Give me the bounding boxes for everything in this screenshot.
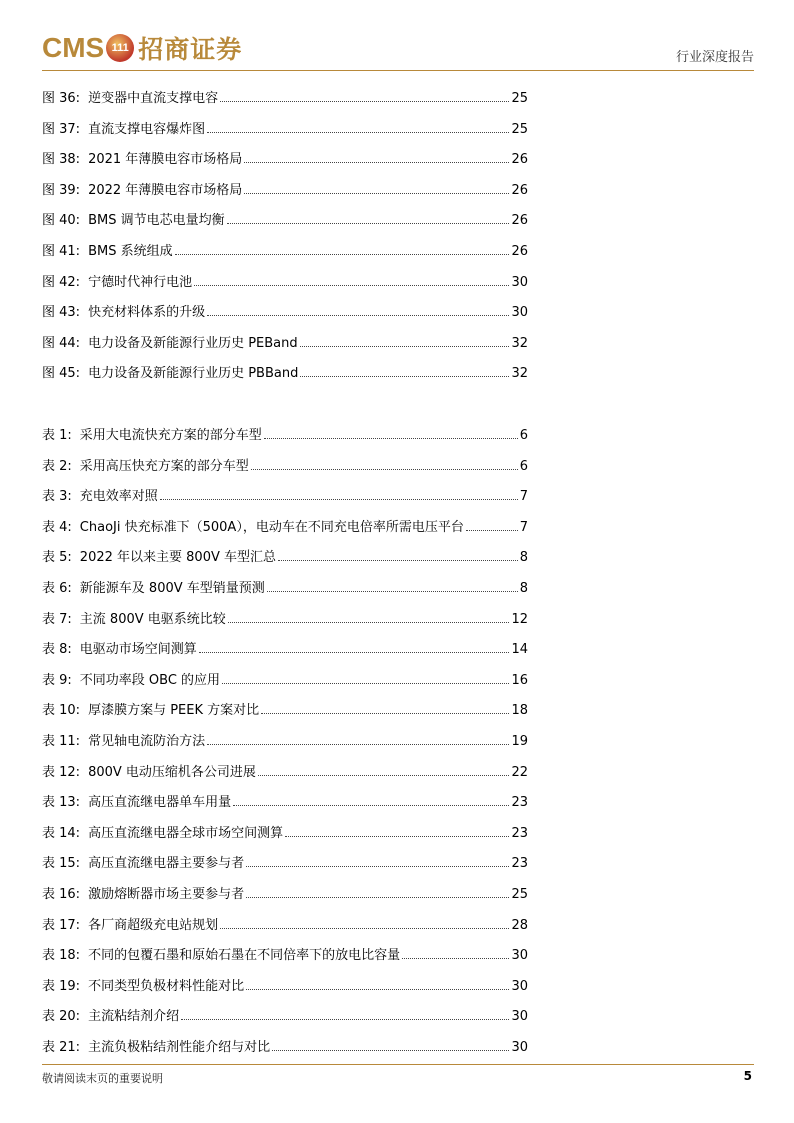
entry-page: 30 bbox=[511, 1040, 528, 1055]
entry-page: 8 bbox=[519, 581, 528, 596]
entry-page: 7 bbox=[519, 489, 528, 505]
dot-leader bbox=[194, 285, 509, 286]
dot-leader bbox=[272, 1050, 509, 1051]
entry-page: 22 bbox=[511, 764, 528, 780]
entry-title: 逆变器中直流支撑电容 bbox=[88, 91, 219, 106]
entry-page: 25 bbox=[511, 91, 528, 106]
entry-page: 30 bbox=[511, 1009, 528, 1025]
table-entry[interactable] bbox=[42, 1033, 528, 1055]
footer-divider bbox=[42, 1064, 754, 1065]
entry-page: 30 bbox=[511, 978, 528, 994]
entry-page: 30 bbox=[511, 274, 528, 290]
table-entry[interactable] bbox=[42, 758, 528, 780]
table-entry[interactable] bbox=[42, 635, 528, 657]
table-entry[interactable] bbox=[42, 911, 528, 933]
entry-page: 6 bbox=[519, 428, 528, 443]
table-entry[interactable] bbox=[42, 788, 528, 810]
dot-leader bbox=[207, 744, 509, 745]
entry-title: 直流支撑电容爆炸图 bbox=[88, 121, 206, 137]
entry-title: 充电效率对照 bbox=[79, 489, 158, 505]
entry-page: 12 bbox=[511, 611, 528, 627]
figure-entry[interactable] bbox=[42, 84, 528, 106]
dot-leader bbox=[228, 622, 510, 623]
entry-number: 表 4: bbox=[42, 519, 72, 535]
entry-page: 14 bbox=[511, 642, 528, 658]
dot-leader bbox=[285, 836, 509, 837]
entry-page: 23 bbox=[511, 795, 528, 811]
entry-page: 26 bbox=[511, 182, 528, 198]
dot-leader bbox=[207, 315, 509, 316]
table-entry[interactable] bbox=[42, 819, 528, 841]
entry-title: 2022 年薄膜电容市场格局 bbox=[88, 182, 243, 198]
entry-page: 6 bbox=[519, 458, 528, 474]
entry-page: 25 bbox=[511, 121, 528, 137]
entry-title: 激励熔断器市场主要参与者 bbox=[88, 887, 245, 902]
entry-title: 电力设备及新能源行业历史 PBBand bbox=[88, 366, 299, 382]
figure-entry[interactable] bbox=[42, 176, 528, 198]
dot-leader bbox=[160, 499, 518, 500]
entry-number: 图 44: bbox=[42, 335, 81, 351]
dot-leader bbox=[300, 346, 510, 347]
entry-title: BMS 调节电芯电量均衡 bbox=[88, 213, 225, 229]
entry-number: 图 39: bbox=[42, 182, 81, 198]
logo-latin: CMS bbox=[42, 32, 105, 63]
table-entry[interactable] bbox=[42, 941, 528, 963]
entry-page: 18 bbox=[511, 703, 528, 719]
entry-title: 800V 电动压缩机各公司进展 bbox=[88, 764, 256, 780]
entry-page: 26 bbox=[511, 244, 528, 259]
entry-title: 主流粘结剂介绍 bbox=[88, 1009, 180, 1025]
entry-page: 32 bbox=[511, 335, 528, 351]
entry-number: 图 45: bbox=[42, 366, 81, 382]
entry-number: 表 13: bbox=[42, 795, 81, 811]
entry-number: 图 43: bbox=[42, 305, 81, 321]
entry-title: 采用大电流快充方案的部分车型 bbox=[79, 428, 262, 443]
cms-logo bbox=[42, 28, 242, 68]
entry-number: 图 37: bbox=[42, 121, 81, 137]
table-entry[interactable] bbox=[42, 574, 528, 596]
entry-page: 25 bbox=[511, 887, 528, 902]
entry-number: 表 19: bbox=[42, 978, 81, 994]
dot-leader bbox=[227, 223, 510, 224]
logo-chinese: 招商证券 bbox=[138, 35, 243, 64]
entry-page: 8 bbox=[519, 550, 528, 566]
table-entry[interactable] bbox=[42, 849, 528, 871]
footer-notice: 敬请阅读末页的重要说明 bbox=[42, 1072, 163, 1085]
entry-title: 宁德时代神行电池 bbox=[88, 274, 193, 290]
entry-number: 表 11: bbox=[42, 734, 81, 749]
dot-leader bbox=[207, 132, 509, 133]
report-type: 行业深度报告 bbox=[675, 50, 754, 65]
entry-title: 高压直流继电器全球市场空间测算 bbox=[88, 825, 284, 841]
table-entry[interactable] bbox=[42, 605, 528, 627]
table-entry[interactable] bbox=[42, 513, 528, 535]
entry-number: 表 6: bbox=[42, 581, 72, 596]
dot-leader bbox=[261, 713, 509, 714]
entry-page: 16 bbox=[511, 672, 528, 688]
entry-number: 表 7: bbox=[42, 611, 72, 627]
dot-leader bbox=[244, 193, 509, 194]
entry-number: 表 10: bbox=[42, 703, 81, 719]
entry-page: 30 bbox=[511, 948, 528, 964]
dot-leader bbox=[199, 652, 510, 653]
entry-title: 快充材料体系的升级 bbox=[88, 305, 206, 321]
entry-number: 表 21: bbox=[42, 1040, 81, 1055]
entry-number: 表 17: bbox=[42, 917, 81, 933]
entry-number: 表 5: bbox=[42, 550, 72, 566]
entry-number: 图 41: bbox=[42, 244, 81, 259]
entry-title: 不同的包覆石墨和原始石墨在不同倍率下的放电比容量 bbox=[88, 948, 401, 964]
dot-leader bbox=[220, 101, 509, 102]
header-divider bbox=[42, 70, 754, 71]
dot-leader bbox=[264, 438, 518, 439]
table-entry[interactable] bbox=[42, 880, 528, 902]
table-entry[interactable] bbox=[42, 482, 528, 504]
entry-title: 主流 800V 电驱系统比较 bbox=[79, 611, 226, 627]
figure-entry[interactable] bbox=[42, 268, 528, 290]
figure-entry[interactable] bbox=[42, 115, 528, 137]
figure-entry[interactable] bbox=[42, 237, 528, 259]
entry-title: 电力设备及新能源行业历史 PEBand bbox=[88, 335, 298, 351]
entry-number: 图 36: bbox=[42, 91, 81, 106]
entry-number: 表 16: bbox=[42, 887, 81, 902]
figure-entry[interactable] bbox=[42, 329, 528, 351]
entry-title: 常见轴电流防治方法 bbox=[88, 734, 206, 749]
figure-entry[interactable] bbox=[42, 298, 528, 320]
entry-title: 高压直流继电器单车用量 bbox=[88, 795, 232, 811]
entry-title: 采用高压快充方案的部分车型 bbox=[79, 458, 249, 474]
entry-number: 表 3: bbox=[42, 489, 72, 505]
entry-number: 表 20: bbox=[42, 1009, 81, 1025]
entry-number: 表 12: bbox=[42, 764, 81, 780]
page-header bbox=[42, 28, 754, 72]
entry-number: 表 8: bbox=[42, 642, 72, 658]
dot-leader bbox=[175, 254, 510, 255]
dot-leader bbox=[246, 989, 509, 990]
dot-leader bbox=[251, 469, 518, 470]
dot-leader bbox=[222, 683, 509, 684]
table-entry[interactable] bbox=[42, 666, 528, 688]
entry-title: 新能源车及 800V 车型销量预测 bbox=[79, 581, 265, 596]
dot-leader bbox=[246, 866, 509, 867]
table-entry[interactable] bbox=[42, 696, 528, 718]
dot-leader bbox=[402, 958, 509, 959]
entry-number: 表 2: bbox=[42, 458, 72, 474]
entry-title: 电驱动市场空间测算 bbox=[79, 642, 197, 658]
entry-page: 32 bbox=[511, 366, 528, 382]
dot-leader bbox=[258, 775, 510, 776]
entry-page: 28 bbox=[511, 917, 528, 933]
entry-title: 不同类型负极材料性能对比 bbox=[88, 978, 245, 994]
entry-number: 表 15: bbox=[42, 856, 81, 872]
entry-page: 7 bbox=[519, 519, 528, 535]
entry-page: 26 bbox=[511, 152, 528, 168]
dot-leader bbox=[244, 162, 509, 163]
entry-page: 23 bbox=[511, 825, 528, 841]
entry-number: 图 38: bbox=[42, 152, 81, 168]
entry-title: 高压直流继电器主要参与者 bbox=[88, 856, 245, 872]
dot-leader bbox=[466, 530, 518, 531]
dot-leader bbox=[220, 928, 509, 929]
entry-number: 表 14: bbox=[42, 825, 81, 841]
entry-title: BMS 系统组成 bbox=[88, 244, 173, 259]
entry-title: 厚漆膜方案与 PEEK 方案对比 bbox=[88, 703, 260, 719]
table-entry[interactable] bbox=[42, 452, 528, 474]
dot-leader bbox=[267, 591, 518, 592]
entry-number: 表 1: bbox=[42, 428, 72, 443]
entry-page: 23 bbox=[511, 856, 528, 872]
dot-leader bbox=[233, 805, 509, 806]
figure-entry[interactable] bbox=[42, 145, 528, 167]
entry-number: 图 42: bbox=[42, 274, 81, 290]
table-entry[interactable] bbox=[42, 972, 528, 994]
entry-page: 19 bbox=[511, 734, 528, 749]
logo-emblem-icon: 111 bbox=[106, 34, 134, 62]
entry-title: ChaoJi 快充标准下（500A），电动车在不同充电倍率所需电压平台 bbox=[79, 519, 464, 535]
figure-entry[interactable] bbox=[42, 206, 528, 228]
entry-title: 各厂商超级充电站规划 bbox=[88, 917, 219, 933]
dot-leader bbox=[300, 376, 509, 377]
entry-page: 26 bbox=[511, 213, 528, 229]
entry-page: 30 bbox=[511, 305, 528, 321]
entry-number: 表 18: bbox=[42, 948, 81, 964]
table-entry[interactable] bbox=[42, 421, 528, 443]
entry-title: 主流负极粘结剂性能介绍与对比 bbox=[88, 1040, 271, 1055]
entry-title: 2021 年薄膜电容市场格局 bbox=[88, 152, 243, 168]
entry-title: 2022 年以来主要 800V 车型汇总 bbox=[79, 550, 276, 566]
table-entry[interactable] bbox=[42, 543, 528, 565]
entry-number: 图 40: bbox=[42, 213, 81, 229]
dot-leader bbox=[278, 560, 518, 561]
table-entry[interactable] bbox=[42, 727, 528, 749]
entry-number: 表 9: bbox=[42, 672, 72, 688]
figure-entry[interactable] bbox=[42, 359, 528, 381]
page-number: 5 bbox=[743, 1069, 752, 1083]
entry-title: 不同功率段 OBC 的应用 bbox=[79, 672, 221, 688]
dot-leader bbox=[246, 897, 509, 898]
dot-leader bbox=[181, 1019, 509, 1020]
table-entry[interactable] bbox=[42, 1002, 528, 1024]
